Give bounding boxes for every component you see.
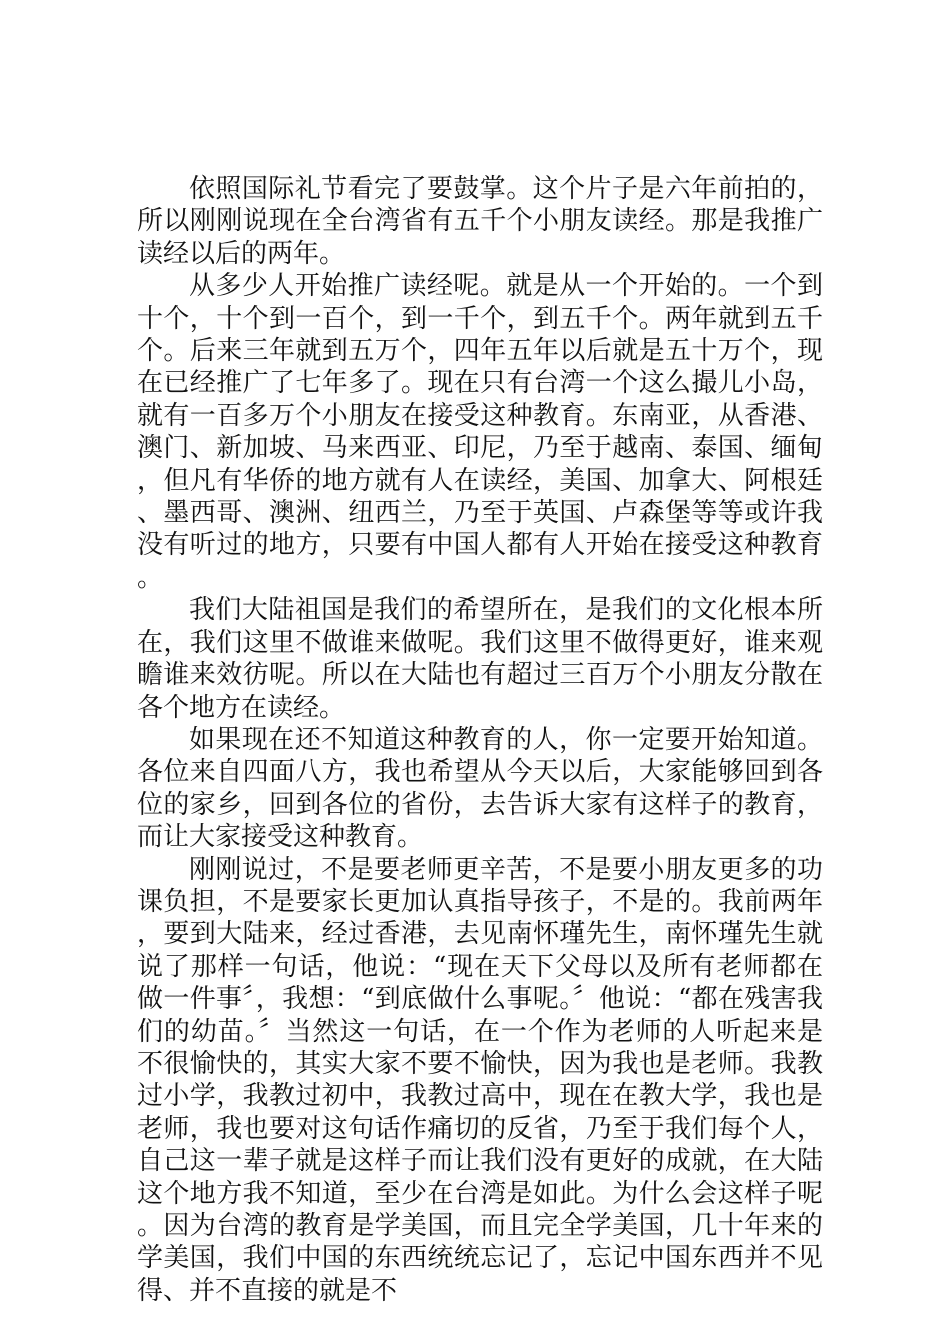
paragraph-1: 依照国际礼节看完了要鼓掌。这个片子是六年前拍的，所以刚刚说现在全台湾省有五千个小朋友读经。那是我推广读经以后的两年。 [137,174,823,269]
paragraph-3: 我们大陆祖国是我们的希望所在，是我们的文化根本所在，我们这里不做谁来做呢。我们这里不做得更好，谁来观瞻谁来效彷呢。所以在大陆也有超过三百万个小朋友分散在各个地方在读经。 [137,595,823,723]
paragraph-5: 刚刚说过，不是要老师更辛苦，不是要小朋友更多的功课负担，不是要家长更加认真指导孩子，不是的。我前两年，要到大陆来，经过香港，去见南怀瑾先生，南怀瑾先生就说了那样一句话，他说：“现在天下父母以及所有老师都在做一件事〞，我想：“到底做什么事呢。〞他说：“都在残害我们的幼苗。〞当然这一句话，在一个作为老师的人听起来是不很愉快的，其实大家不要不愉快，因为我也是老师。我教过小学，我教过初中，我教过高中，现在在教大学，我也是老师，我也要对这句话作痛切的反省，乃至于我们每个人，自己这一辈子就是这样子而让我们没有更好的成就，在大陆这个地方我不知道，至少在台湾是如此。为什么会这样子呢。因为台湾的教育是学美国，而且完全学美国，几十年来的学美国，我们中国的东西统统忘记了，忘记中国东西并不见得、并不直接的就是不 [137,854,823,1306]
paragraph-4: 如果现在还不知道这种教育的人，你一定要开始知道。各位来自四面八方，我也希望从今天以后，大家能够回到各位的家乡，回到各位的省份，去告诉大家有这样子的教育，而让大家接受这种教育。 [137,724,823,853]
paragraph-2: 从多少人开始推广读经呢。就是从一个开始的。一个到十个，十个到一百个，到一千个，到五千个。两年就到五千个。后来三年就到五万个，四年五年以后就是五十万个，现在已经推广了七年多了。现在只有台湾一个这么撮儿小岛，就有一百多万个小朋友在接受这种教育。东南亚，从香港、澳门、新加坡、马来西亚、印尼，乃至于越南、泰国、缅甸，但凡有华侨的地方就有人在读经，美国、加拿大、阿根廷、墨西哥、澳洲、纽西兰，乃至于英国、卢森堡等等或许我没有听过的地方，只要有中国人都有人开始在接受这种教育。 [137,271,823,593]
document-body [137,173,823,1307]
